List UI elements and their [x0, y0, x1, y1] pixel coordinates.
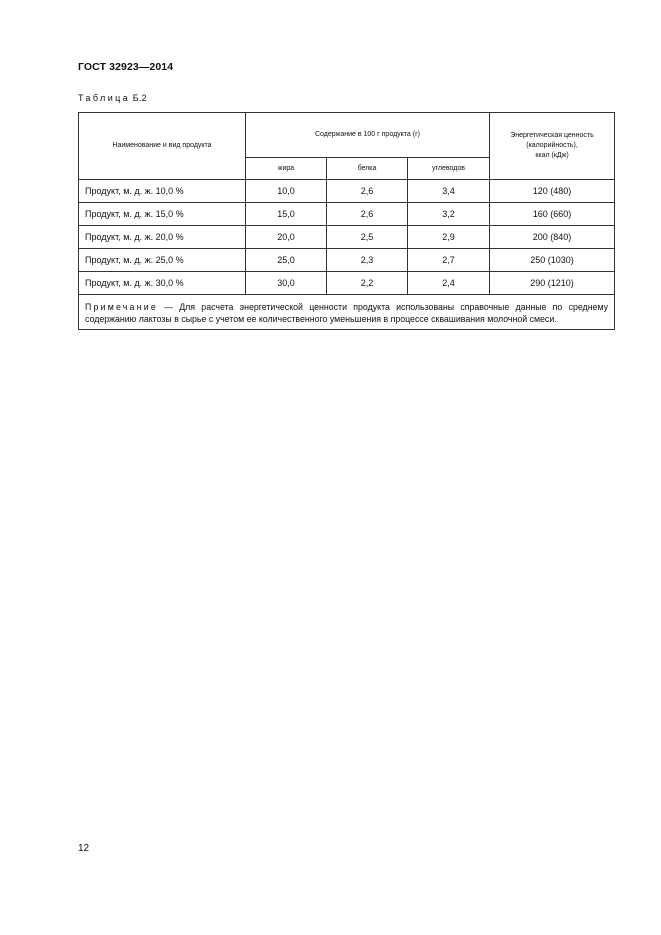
document-header: ГОСТ 32923—2014: [78, 61, 174, 73]
cell-energy: 250 (1030): [490, 249, 615, 272]
cell-fat: 20,0: [246, 226, 327, 249]
cell-energy: 160 (660): [490, 203, 615, 226]
header-energy-line3: ккал (кДж): [535, 152, 569, 159]
table-caption-number: Б.2: [132, 93, 147, 103]
cell-fat: 15,0: [246, 203, 327, 226]
header-fat: жира: [246, 158, 327, 180]
cell-carbs: 3,2: [408, 203, 490, 226]
cell-protein: 2,2: [327, 272, 408, 295]
cell-protein: 2,6: [327, 180, 408, 203]
table-row: [79, 180, 615, 203]
cell-protein: 2,6: [327, 203, 408, 226]
table-row: [79, 203, 615, 226]
header-energy-line2: (калорийность),: [526, 142, 578, 149]
cell-carbs: 2,7: [408, 249, 490, 272]
table-row: [79, 272, 615, 295]
header-energy-line1: Энергетическая ценность: [510, 132, 594, 139]
cell-fat: 25,0: [246, 249, 327, 272]
cell-energy: 200 (840): [490, 226, 615, 249]
table-caption: [78, 93, 147, 103]
cell-product-name: Продукт, м. д. ж. 30,0 %: [79, 272, 246, 295]
cell-product-name: Продукт, м. д. ж. 25,0 %: [79, 249, 246, 272]
table-caption-word: Таблица: [78, 93, 131, 103]
note-label: Примечание: [85, 302, 158, 312]
header-energy: [490, 113, 615, 180]
header-protein: белка: [327, 158, 408, 180]
header-product: Наименование и вид продукта: [79, 113, 246, 180]
table-note: [79, 295, 615, 330]
cell-product-name: Продукт, м. д. ж. 10,0 %: [79, 180, 246, 203]
cell-product-name: Продукт, м. д. ж. 15,0 %: [79, 203, 246, 226]
table-row: [79, 249, 615, 272]
page-number: 12: [78, 843, 90, 854]
note-text: — Для расчета энергетической ценности продукта использованы справочные данные по среднему содержанию лактозы в сырье с учетом ее количественного уменьшения в процессе сквашивания молочной смеси.: [85, 302, 608, 325]
cell-fat: 10,0: [246, 180, 327, 203]
cell-energy: 290 (1210): [490, 272, 615, 295]
table-row: [79, 226, 615, 249]
cell-protein: 2,5: [327, 226, 408, 249]
cell-carbs: 2,4: [408, 272, 490, 295]
cell-product-name: Продукт, м. д. ж. 20,0 %: [79, 226, 246, 249]
cell-carbs: 2,9: [408, 226, 490, 249]
cell-protein: 2,3: [327, 249, 408, 272]
cell-energy: 120 (480): [490, 180, 615, 203]
header-content-group: Содержание в 100 г продукта (г): [246, 113, 490, 158]
table-note-row: [79, 295, 615, 330]
nutrition-table: [78, 112, 615, 330]
cell-fat: 30,0: [246, 272, 327, 295]
cell-carbs: 3,4: [408, 180, 490, 203]
header-carbs: углеводов: [408, 158, 490, 180]
